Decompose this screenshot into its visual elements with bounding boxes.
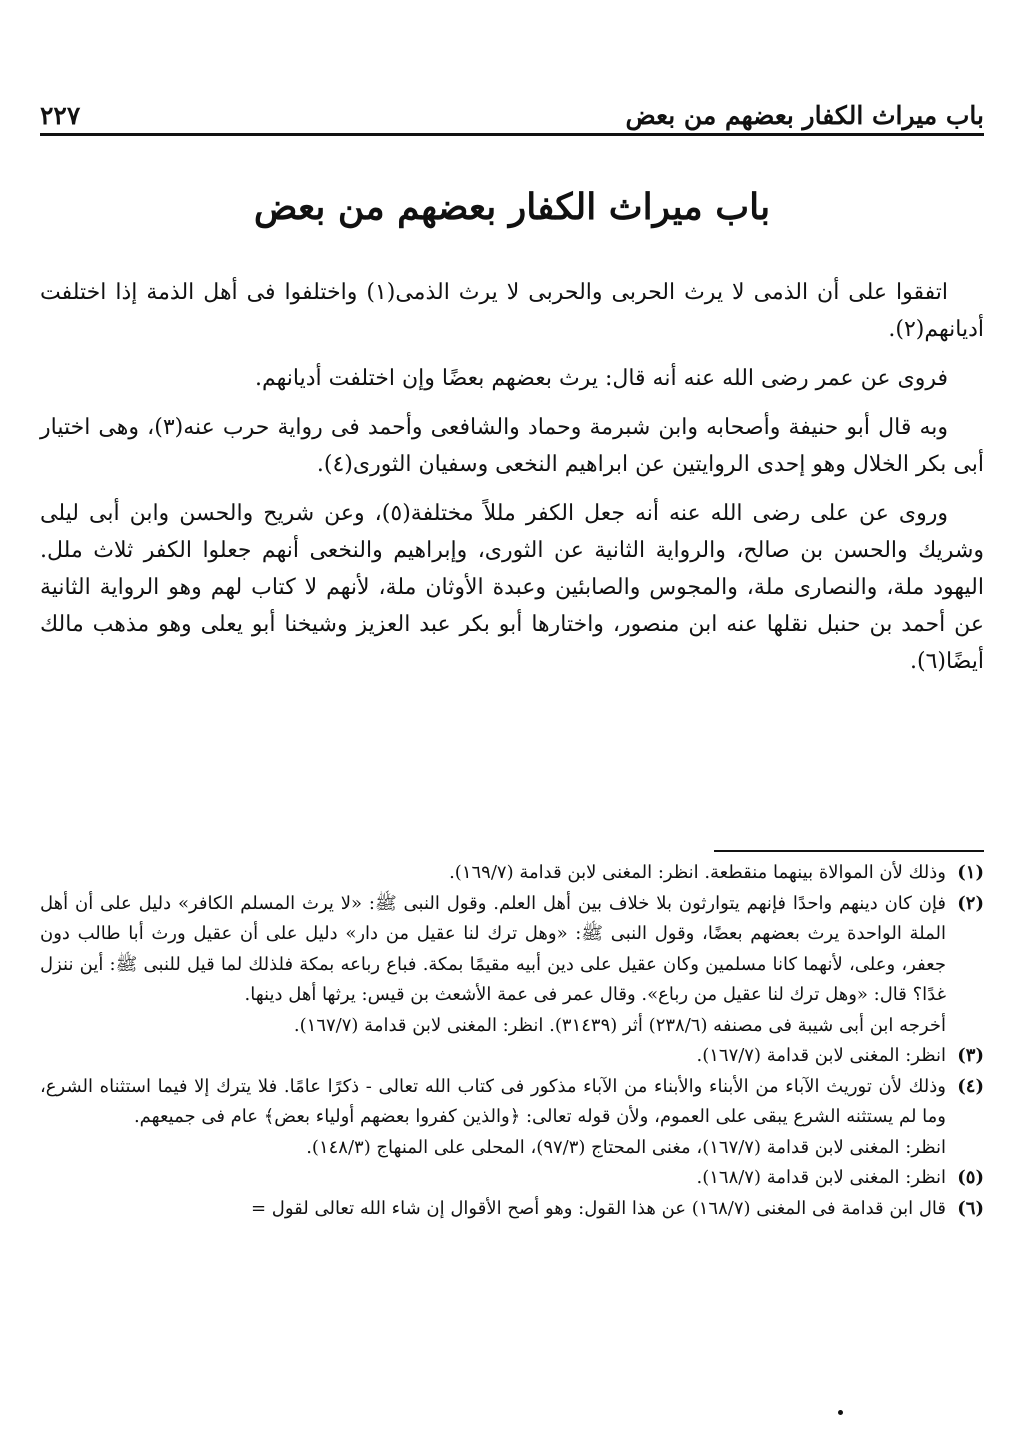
paragraph: وبه قال أبو حنيفة وأصحابه وابن شبرمة وحماد والشافعى وأحمد فى رواية حرب عنه(٣)، وهى اختيار أبى بكر الخلال وهو إحدى الروايتين عن ابراهيم النخعى وسفيان الثورى(٤). [40, 415, 984, 477]
footnote-1 [40, 858, 984, 889]
paragraph: فروى عن عمر رضى الله عنه أنه قال: يرث بعضهم بعضًا وإن اختلفت أديانهم. [255, 366, 948, 391]
chapter-title: باب ميراث الكفار بعضهم من بعض [253, 186, 771, 228]
footnotes [40, 858, 984, 1224]
footnote-number: (٥) [957, 1167, 984, 1188]
book-page [40, 78, 984, 1408]
footnote-3 [40, 1041, 984, 1072]
footnote-text: فإن كان دينهم واحدًا فإنهم يتوارثون بلا خلاف بين أهل العلم. وقول النبى ﷺ: «لا يرث المسلم الكافر» دليل على أن أهل الملة الواحدة يرث بعضهم بعضًا، وقول النبى ﷺ: «وهل ترك لنا عقيل من دار» دليل على أن عقيل ورث أبا طالب دون جعفر، وعلى، لأنهما كانا مسلمين وكان عقيل على دين أبيه مقيمًا بمكة. فباع رباعه بمكة فلذلك لما قيل للنبى ﷺ: أين ننزل غدًا؟ قال: «وهل ترك لنا عقيل من رباع». وقال عمر فى عمة الأشعث بن قيس: يرثها أهل دينها. [40, 892, 946, 1005]
running-header [40, 90, 984, 130]
footnote-rule [714, 850, 984, 852]
footnote-text: انظر: المغنى لابن قدامة (١٦٨/٧). [696, 1167, 946, 1188]
footnote-text: أخرجه ابن أبى شيبة فى مصنفه (٢٣٨/٦) أثر (٣١٤٣٩). انظر: المغنى لابن قدامة (١٦٧/٧). [293, 1014, 946, 1036]
paragraph: وروى عن على رضى الله عنه أنه جعل الكفر مللاً مختلفة(٥)، وعن شريح والحسن وابن أبى ليلى وشريك والحسن بن صالح، والرواية الثانية عن الثورى، وإبراهيم والنخعى أنهم جعلوا الكفر ثلاث ملل. اليهود ملة، والنصارى ملة، والمجوس والصابئين وعبدة الأوثان ملة، لأنهم لا كتاب لهم وهو الرواية الثانية عن أحمد بن حنبل نقلها عنه ابن منصور، واختارها أبو بكر عبد العزيز وشيخنا أبو يعلى وهو مذهب مالك أيضًا(٦). [40, 501, 984, 674]
footnote-6 [40, 1194, 984, 1225]
footnote-text: قال ابن قدامة فى المغنى (١٦٨/٧) عن هذا القول: وهو أصح الأقوال إن شاء الله تعالى لقول = [250, 1197, 946, 1219]
footnote-text: انظر: المغنى لابن قدامة (١٦٧/٧). [696, 1045, 946, 1066]
paragraph: اتفقوا على أن الذمى لا يرث الحربى والحربى لا يرث الذمى(١) واختلفوا فى أهل الذمة إذا اختلفت أديانهم(٢). [40, 280, 984, 342]
running-title: باب ميراث الكفار بعضهم من بعض [625, 101, 984, 130]
body-text [40, 274, 984, 692]
header-rule [40, 133, 984, 136]
footnote-5 [40, 1163, 984, 1194]
footnote-text: انظر: المغنى لابن قدامة (١٦٧/٧)، مغنى المحتاج (٩٧/٣)، المحلى على المنهاج (١٤٨/٣). [306, 1136, 946, 1158]
page-dot-mark [838, 1410, 843, 1415]
footnote-4 [40, 1072, 984, 1164]
footnote-2 [40, 889, 984, 1042]
footnote-number: (٢) [957, 892, 984, 914]
page-number: ٢٢٧ [40, 101, 81, 130]
footnote-number: (٦) [957, 1197, 984, 1219]
footnote-number: (٤) [957, 1075, 984, 1097]
footnote-number: (٣) [957, 1045, 984, 1066]
footnote-number: (١) [957, 862, 984, 883]
footnote-text: وذلك لأن توريث الآباء من الأبناء والأبناء من الآباء مذكور فى كتاب الله تعالى - ذكرًا عامًا. فلا يترك إلا فيما استثناه الشرع، وما لم يستثنه الشرع يبقى على العموم، ولأن قوله تعالى: ﴿والذين كفروا بعضهم أولياء بعض﴾ عام فى جميعهم. [40, 1075, 946, 1127]
footnote-text: وذلك لأن الموالاة بينهما منقطعة. انظر: المغنى لابن قدامة (١٦٩/٧). [449, 862, 946, 883]
